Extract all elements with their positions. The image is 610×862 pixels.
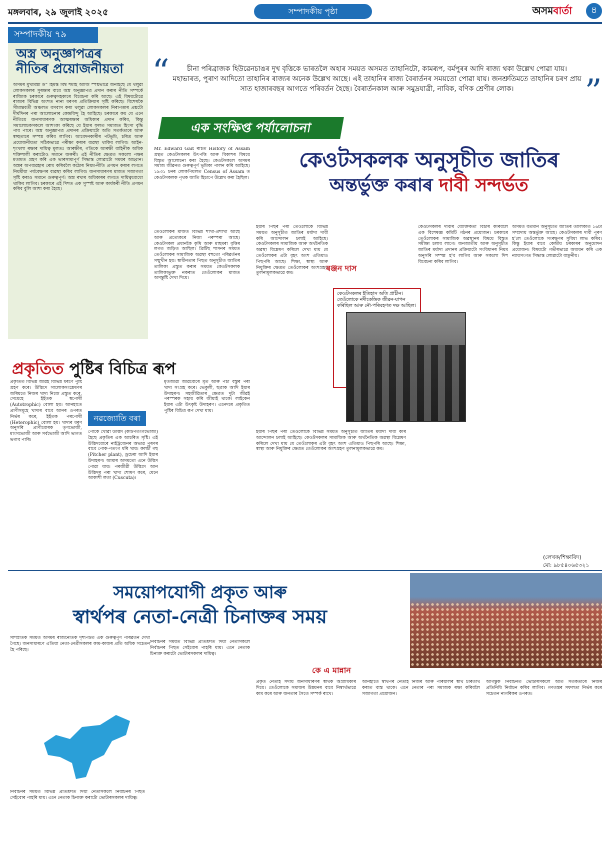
open-quote-icon: “ — [152, 52, 170, 92]
bottom-article-col1b: নিৰ্বাচনৰ সময়ত বিভিন্ন প্ৰতিশ্ৰুতি দিয়া নেতাসকলে নিৰ্বাচনৰ পিছত সেইবোৰ পাহৰি যায়। এনে নেতাক চিনাক্ত কৰাটো ভোটাৰসকলৰ দায়িত্ব। — [10, 790, 145, 801]
bottom-article-col1: সাম্প্ৰতিক সময়ত অসমৰ ৰাজনৈতিক দৃশ্যপটত এক গুৰুত্বপূৰ্ণ পৰিৱৰ্তন দেখা গৈছে। জনসাধাৰণে এতিয়া নেতা-নেত্ৰীসকলৰ কাম-কাজৰ প্ৰতি অধিক সচেতন হৈ পৰিছে। — [10, 636, 150, 653]
editorial-headline — [16, 47, 123, 77]
bottom-article-col2: নিৰ্বাচনৰ সময়ত বিভিন্ন প্ৰতিশ্ৰুতি দিয়া নেতাসকলে নিৰ্বাচনৰ পিছত সেইবোৰ পাহৰি যায়। এনে নেতাক চিনাক্ত কৰাটো ভোটাৰসকলৰ দায়িত্ব। — [150, 640, 250, 657]
main-article-headline — [256, 147, 602, 217]
rally-crowd-pattern — [410, 602, 602, 669]
assam-map-icon — [42, 705, 132, 783]
editorial-headline-line1: অস্ত্ৰ অনুজ্ঞাপত্ৰৰ — [16, 47, 102, 62]
editorial-column — [8, 27, 148, 339]
bottom-article-col5: আগন্তুক নিৰ্বাচনত ভোটাৰসকলে অতি সতৰ্কতাৰে নিজৰ প্ৰতিনিধি নিৰ্বাচন কৰিব লাগিব। গণতন্ত্ৰৰ সফলতা নিৰ্ভৰ কৰে সচেতন নাগৰিকৰ ওপৰত। — [486, 680, 602, 697]
brand-part-b: বাৰ্তা — [553, 6, 572, 17]
section-divider — [8, 570, 602, 571]
rally-crowd-photo — [410, 573, 602, 668]
page-number: ৪ — [586, 3, 602, 19]
editorial-headline-line2: নীতিৰ প্ৰয়োজনীয়তা — [16, 62, 124, 77]
nature-article-col3: মৃতজীৱী জীৱবোৰে মৃত আৰু পচা বস্তুৰ পৰা খাদ্য সংগ্ৰহ কৰে। ভেকুলী, ছত্ৰাক আদি ইয়াৰ উদাহৰণ। সহজীৱিতাৰ ক্ষেত্ৰত দুটা জীৱই পৰস্পৰক সহায় কৰি জীয়াই থাকে। লাইকেন ইয়াৰ এটা উৎকৃষ্ট উদাহৰণ। এনেদৰে প্ৰকৃতিত পুষ্টিৰ বিচিত্ৰ ৰূপ দেখা যায়। — [164, 380, 250, 414]
issue-date: মঙ্গলবাৰ, ২৯ জুলাই ২০২৫ — [8, 8, 109, 18]
main-article-signature — [543, 555, 589, 571]
main-article-col3: কেওটসকলৰ দাবীৰ যৌক্তিকতা বিচাৰ কৰিবলৈ এক বিশেষজ্ঞ কমিটি গঠনৰ প্ৰয়োজন। চৰকাৰে তেওঁলোকৰ সামাজিক অৱস্থানৰ বিষয়ে বিস্তৃত সমীক্ষা চলাব লাগে। জনজাতীয় আৰু অনুসূচীত জাতিৰ মৰ্যাদা প্ৰদানৰ প্ৰক্ৰিয়াটো সংবিধানৰ নিয়ম অনুসৰি সম্পন্ন হ'ব লাগিব আৰু সকলো দিশ বিবেচনা কৰিব লাগিব। — [418, 225, 508, 265]
bottom-article-col4: আনহাতে স্বাৰ্থপৰ নেতাই নিজৰ আৰু পৰিয়ালৰ স্বাৰ্থ চৰিতাৰ্থ কৰাত ব্যস্ত থাকে। এনে নেতাৰ পৰা সমাজক ৰক্ষা কৰিবলৈ সজাগতা প্ৰয়োজন। — [362, 680, 480, 697]
brand-part-a: অসম — [532, 6, 554, 17]
nature-headline-rest: পুষ্টিৰ বিচিত্ৰ ৰূপ — [69, 359, 176, 378]
main-article-col2: ইয়াৰ পিছৰ পৰা তেওঁলোকে বিভিন্ন সময়ত অনুসূচীত জাতিৰ মৰ্যাদা দাবী কৰি আন্দোলন চলাই আহিছে। কেওটসকলৰ সামাজিক আৰু অৰ্থনৈতিক অৱস্থা বিশ্লেষণ কৰিলে দেখা যায় যে তেওঁলোকৰ এটা বৃহৎ অংশ এতিয়াও পিছপৰি আছে। শিক্ষা, স্বাস্থ্য আৰু নিযুক্তিৰ ক্ষেত্ৰত তেওঁলোকৰ অংশগ্ৰহণ তুলনামূলকভাৱে কম। — [256, 225, 328, 277]
nature-headline-red: প্ৰকৃতিত — [12, 359, 64, 378]
bottom-headline-line2: স্বাৰ্থপৰ নেতা-নেত্ৰী চিনাক্তৰ সময় — [73, 606, 327, 628]
bottom-article-col3: প্ৰকৃত নেতাই সদায় জনসাধাৰণৰ স্বাৰ্থক অগ্ৰাধিকাৰ দিয়ে। তেওঁলোকে সমাজৰ উন্নয়নৰ বাবে নিস্বাৰ্থভাৱে কাম কৰে আৰু জনতাৰ সৈতে সম্পৰ্ক ৰাখে। — [256, 680, 356, 697]
main-headline-line2-a: অন্তৰ্ভুক্ত কৰাৰ — [329, 175, 433, 196]
editorial-body: অসমৰ মুখ্যমন্ত্ৰী ড° হিমন্ত বিশ্ব শৰ্মাই আজি স্পষ্টভাৱে জনাইছে যে থলুৱা লোকসকলৰ সুৰক্ষাৰ বাবে অস্ত্ৰ অনুজ্ঞাপত্ৰ প্ৰদান কৰাৰ নীতি সম্পৰ্কে ৰাজ্যিক চৰকাৰে গুৰুত্বসহকাৰে বিবেচনা কৰি আছে। এই বিষয়টোৱে ৰাজ্যৰ বিভিন্ন অংশত নানা ধৰণৰ প্ৰতিক্ৰিয়াৰ সৃষ্টি কৰিছে। বিশেষকৈ সীমান্তবৰ্তী অঞ্চলত বসবাস কৰা থলুৱা লোকসকলৰ নিৰাপত্তাৰ প্ৰশ্নটো দীৰ্ঘদিনৰ পৰা আলোচনাৰ কেন্দ্ৰবিন্দু হৈ আহিছে। চৰকাৰে কয় যে এনে নীতিয়ে জনসাধাৰণক আত্মৰক্ষাৰ অধিকাৰ প্ৰদান কৰিব, কিন্তু সমালোচকসকলে আশংকা কৰিছে যে ইয়াৰ ফলত সমাজত হিংসা বৃদ্ধি পাব পাৰে। অস্ত্ৰ অনুজ্ঞাপত্ৰ প্ৰদানৰ প্ৰক্ৰিয়াটো অতি সতৰ্কতাৰে আৰু স্বচ্ছতাৰে সম্পন্ন কৰিব লাগিব। আবেদনকাৰীৰ পটভূমি, চৰিত্ৰ আৰু প্ৰয়োজনীয়তা সঠিকভাৱে পৰীক্ষা কৰাৰ ব্যৱস্থা থাকিব লাগিব। আইন-শৃংখলা ৰক্ষাৰ দায়িত্ব মূলতঃ আৰক্ষীৰ, গতিকে আৰক্ষী বাহিনীক অধিক শক্তিশালী কৰাটোও সমানে জৰুৰী। এই নীতিৰ ক্ষেত্ৰত সকলো পক্ষৰ মতামত গ্ৰহণ কৰি এক ভাৰসাম্যপূৰ্ণ সিদ্ধান্ত লোৱাটো সময়ৰ আহ্বান। অস্ত্ৰৰ অপব্যৱহাৰ ৰোধ কৰিবলৈ কঠোৰ নিয়ম-নীতি প্ৰণয়ন কৰাৰ লগতে নিয়মীয়া পৰ্যবেক্ষণৰ ব্যৱস্থা কৰিব লাগিব। জনসাধাৰণৰ মাজত সজাগতা সৃষ্টি কৰাও সমানে গুৰুত্বপূৰ্ণ। অস্ত্ৰ ৰখাৰ অধিকাৰৰ লগতে দায়িত্ববোধো থাকিব লাগিব। চৰকাৰে এই দিশত এক সুস্পষ্ট আৰু কাৰ্যকৰী নীতি প্ৰণয়ন কৰিব বুলি আশা কৰা হৈছে। — [13, 83, 143, 193]
newspaper-logo — [532, 4, 572, 21]
page-header — [8, 4, 602, 24]
main-article-col1: তেওঁলোকৰ মাজত বিভিন্ন শাখা-প্ৰশাখা আছে আৰু প্ৰত্যেকৰে নিজা পৰম্পৰা আছে। কেওটসকল প্ৰধানকৈ কৃষি আৰু মাছমৰা বৃত্তিৰ লগত জড়িত আছিল। ব্ৰিটিছ শাসনৰ সময়ত তেওঁলোকৰ সামাজিক অৱস্থা বহুতো পৰিৱৰ্তনৰ সন্মুখীন হয়। স্বাধীনতাৰ পিছত অনুসূচীত জাতিৰ তালিকা প্ৰস্তুত কৰাৰ সময়ত কেওটসকলক তালিকাভুক্ত নকৰাত তেওঁলোকৰ মাজত অসন্তুষ্টি দেখা দিয়ে। — [154, 230, 240, 282]
section-banner: এক সংক্ষিপ্ত পৰ্যালোচনা — [158, 117, 344, 139]
nature-article-author: নৱজ্যোতি বৰা — [88, 411, 146, 426]
editorial-tag: সম্পাদকীয় ৭৯ — [8, 27, 98, 43]
main-headline-line1: কেওটসকলক অনুসূচীত জাতিৰ — [299, 147, 559, 172]
signature-contact: মো: ৯৮৫৪০৬৫৩২১ — [543, 563, 590, 569]
main-article-intro: Mr. Edward Gait ৰচিত History of Assam গ্ৰন্থত কেওটসকলৰ উৎপত্তি আৰু বিকাশৰ বিষয়ে বিস্তৃত আলোচনা কৰা হৈছে। কেওটসকলে অসমৰ সমাজ জীৱনত গুৰুত্বপূৰ্ণ ভূমিকা পালন কৰি আহিছে। ১৯৩১ চনৰ লোকপিয়লত Census of Assam ত কেওটসকলক পৃথক জাতি হিচাপে উল্লেখ কৰা হৈছিল। — [154, 147, 250, 181]
main-headline-line2 — [256, 173, 602, 199]
main-article-col5: ইয়াৰ পিছৰ পৰা তেওঁলোকে বিভিন্ন সময়ত অনুসূচীত জাতিৰ মৰ্যাদা দাবী কৰি আন্দোলন চলাই আহিছে। কেওটসকলৰ সামাজিক আৰু অৰ্থনৈতিক অৱস্থা বিশ্লেষণ কৰিলে দেখা যায় যে তেওঁলোকৰ এটা বৃহৎ অংশ এতিয়াও পিছপৰি আছে। শিক্ষা, স্বাস্থ্য আৰু নিযুক্তিৰ ক্ষেত্ৰত তেওঁলোকৰ অংশগ্ৰহণ তুলনামূলকভাৱে কম। — [256, 430, 406, 453]
bottom-headline-line1: সময়োপযোগী প্ৰকৃত আৰু — [113, 583, 287, 603]
signature-role: (লেখক/শিক্ষাবিদ) — [543, 555, 582, 561]
main-article-col4: অসমত বৰ্তমান অনুসূচীত জাতিৰ তালিকাত ১৬টা সম্প্ৰদায় অন্তৰ্ভুক্ত আছে। কেওটসকলৰ দাবী পূৰণ হ'লে তেওঁলোকে সংৰক্ষণৰ সুবিধা লাভ কৰিব। কিন্তু ইয়াৰ বাবে কেন্দ্ৰীয় চৰকাৰৰ অনুমোদন প্ৰয়োজন। বিষয়টো গভীৰভাৱে অধ্যয়ন কৰি এক ন্যায়সংগত সিদ্ধান্ত লোৱাটো বাঞ্ছনীয়। — [512, 225, 602, 259]
main-article-author: ৰঞ্জন দাস — [326, 264, 357, 273]
nature-article-col2: পোকে খোৱা উদ্ভিদ (কীটপতংগভোজী) হৈছে প্ৰকৃতিৰ এক আচৰিত সৃষ্টি। এই উদ্ভিদবোৰে নাইট্ৰজেনৰ অভাৱ পূৰণৰ বাবে পোক-পতংগ ধৰি খায়। কলচী গছ (Pitcher plant), ড্ৰচেৰা আদি ইয়াৰ উদাহৰণ। আমাৰ অসমতো এনে উদ্ভিদ পোৱা যায়। পৰজীৱী উদ্ভিদে আন উদ্ভিদৰ পৰা খাদ্য শোষণ কৰে, যেনে আকাশী লতা (Cuscuta)। — [88, 430, 158, 482]
bottom-article-headline — [10, 582, 390, 630]
section-label: সম্পাদকীয় পৃষ্ঠা — [254, 4, 372, 19]
nature-article-headline — [12, 356, 212, 383]
pull-quote — [152, 52, 602, 112]
main-article-sidebar-box: কেওটসকলৰ ইতিহাস অতি প্ৰাচীন। তেওঁলোকে নদীকেন্দ্ৰিক জীৱন-যাপন কৰিছিল আৰু নৌ-পৰিবহণত দক্ষ আছিল। — [333, 288, 421, 388]
nature-article-col1: প্ৰকৃতিত বিভিন্ন জীৱই বিভিন্ন ধৰণে পুষ্টি গ্ৰহণ কৰে। উদ্ভিদে সালোকসংশ্লেষণৰ জৰিয়তে নিজৰ খাদ্য নিজে প্ৰস্তুত কৰে, সেয়েহে ইহঁতক স্বপোষী (Autotrophic) বোলা হয়। আনহাতে প্ৰাণীসমূহে খাদ্যৰ বাবে আনৰ ওপৰত নিৰ্ভৰ কৰে, ইহঁতক পৰপোষী (Heterophic) বোলা হয়। খাদ্যৰ ধৰণ অনুসৰি প্ৰাণীবোৰক তৃণভোজী, মাংসভোজী আৰু সৰ্বভোজী আদি ভাগত ভগাব পাৰি। — [10, 380, 82, 443]
main-headline-line2-b: দাবী সন্দৰ্ভত — [439, 175, 529, 196]
close-quote-icon: ” — [584, 72, 602, 112]
bottom-article-author: কে এ মান্নান — [312, 666, 351, 675]
quote-text: চীনা পৰিব্ৰাজক হিউৱেনচাঙৰ দুখ বৃত্তিকে ভাৰতলৈ অহাৰ সময়ত অসমত তাহানিটো, কামৰূপ, বৰ্মপুৰৰ আদি ৰাজ্য থকা উল্লেখ পোৱা যায়। মহাভাৰত, পুৰাণ আদিতো তাহানিৰ ৰাজ্যৰ অনেক উল্লেখ আছে। এই তাহানিৰ ৰাজ্য বৈৰাৰ্তনৰ সময়তো পোৱা যায়। জনশ্ৰুতিমতে তাহানিৰ চৰণ প্ৰায় সাত হাজাৰবছৰ আগতে পৰিবৰ্তন হৈছে। বৈৰাৰ্তনকাল আৰু সমুদ্ৰযাত্ৰী, নাবিক, বণিক শ্ৰেণীৰ লোক। — [172, 65, 582, 93]
